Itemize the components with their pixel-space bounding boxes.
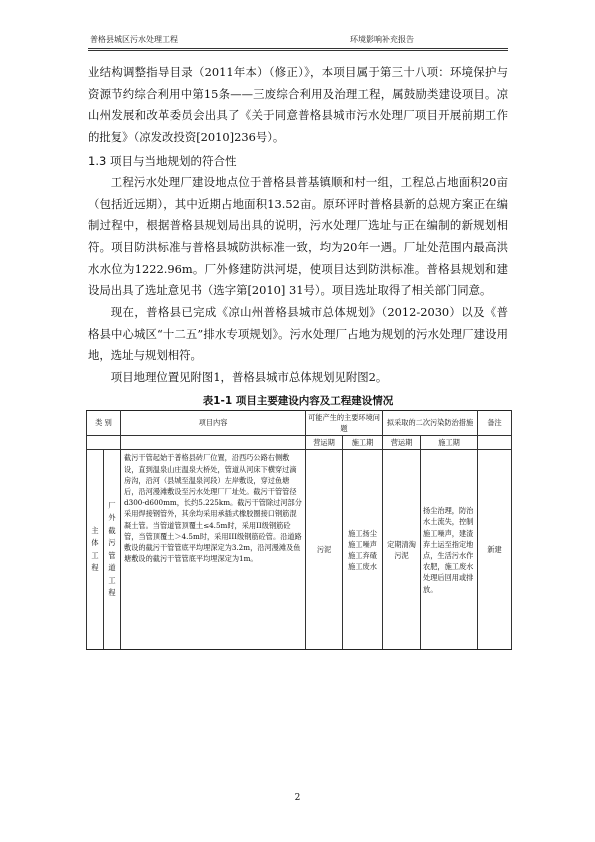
header-category: 类 别 (87, 410, 121, 435)
header-env-issue: 可能产生的主要环境问题 (306, 410, 383, 435)
header-remark: 备注 (478, 410, 512, 435)
row-measure-construction: 扬尘治理，防治水土流失，控制施工噪声，建渣弃土运至指定地点，生活污水作农肥，施工废水处理后回用或排放。 (421, 450, 478, 650)
page-number: 2 (294, 793, 301, 803)
row-category-main: 主体工程 (87, 450, 104, 650)
subheader-construction-issue: 施工期 (343, 436, 383, 450)
subheader-construction-measure: 施工期 (421, 436, 478, 450)
row-category-sub: 厂外截污管道工程 (104, 450, 121, 650)
row-issue-construction: 施工扬尘施工噪声施工弃碴施工废水 (343, 450, 383, 650)
header-right: 环境影响补充报告 (350, 35, 414, 44)
row-measure-operation: 定期清淘污泥 (383, 450, 421, 650)
subheader-operation-measure: 营运期 (383, 436, 421, 450)
header-content: 项目内容 (121, 410, 306, 435)
paragraph-intro: 业结构调整指导目录（2011年本）（修正）》，本项目属于第三十八项：环境保护与资源节约综合利用中第15条——三废综合利用及治理工程，属鼓励类建设项目。凉山州发展和改革委员会出具了《关于同意普格县城市污水处理厂项目开展前期工作的批复》（凉发改投资[2010]236号）。 (88, 65, 508, 145)
table-caption: 表1-1 项目主要建设内容及工程建设情况 (202, 394, 394, 407)
row-issue-operation: 污泥 (306, 450, 343, 650)
paragraph-figures: 项目地理位置见附图1，普格县城市总体规划见附图2。 (110, 370, 388, 385)
header-rule (88, 48, 508, 49)
header-rule-thin (88, 50, 508, 51)
paragraph-planning: 现在，普格县已完成《凉山州普格县城市总体规划》（2012-2030）以及《普格县中心城区“十二五”排水专项规划》。污水处理厂占地为规划的污水处理厂建设用地，选址与规划相符。 (88, 305, 508, 363)
row-remark: 新建 (478, 450, 512, 650)
row-content: 截污干管起始于普格县砖厂位置，沿西巧公路右侧敷设，直到温泉山庄温泉大桥处，管道从河床下横穿过滴房沟，沿河（县城至温泉河段）左岸敷设，穿过鱼塘后，沿河漫滩敷设至污水处理厂厂址处。截污干管管径d300-d600mm，长约5.225km。截污干管除过河部分采用焊接钢管外，其余均采用承插式橡胶圈接口钢筋混凝土管。当管道管顶覆土≤4.5m时，采用II级钢筋砼管，当管顶覆土＞4.5m时，采用III级钢筋砼管。沿道路敷设的截污干管管底平均埋深定为3.2m，沿河漫滩及鱼塘敷设的截污干管管底平均埋深定为1m。 (121, 450, 306, 650)
document-body (88, 62, 508, 650)
header-left: 普格县城区污水处理工程 (90, 35, 178, 44)
subheader-operation-issue: 营运期 (306, 436, 343, 450)
header-measures: 拟采取的二次污染防治措施 (383, 410, 478, 435)
section-title: 1.3 项目与当地规划的符合性 (88, 153, 237, 168)
paragraph-site: 工程污水处理厂建设地点位于普格县普基镇顺和村一组，工程总占地面积20亩（包括近远期），其中近期占地面积13.52亩。原环评时普格县新的总规方案正在编制过程中，根据普格县规划局出具的说明，污水处理厂选址与正在编制的新规划相符。项目防洪标准与普格县城防洪标准一致，均为20年一遇。厂址处范围内最高洪水水位为1222.96m。厂外修建防洪河堤，使项目达到防洪标准。普格县规划和建设局出具了选址意见书（选字第[2010] 31号）。项目选址取得了相关部门同意。 (88, 174, 508, 298)
construction-table (86, 410, 512, 651)
